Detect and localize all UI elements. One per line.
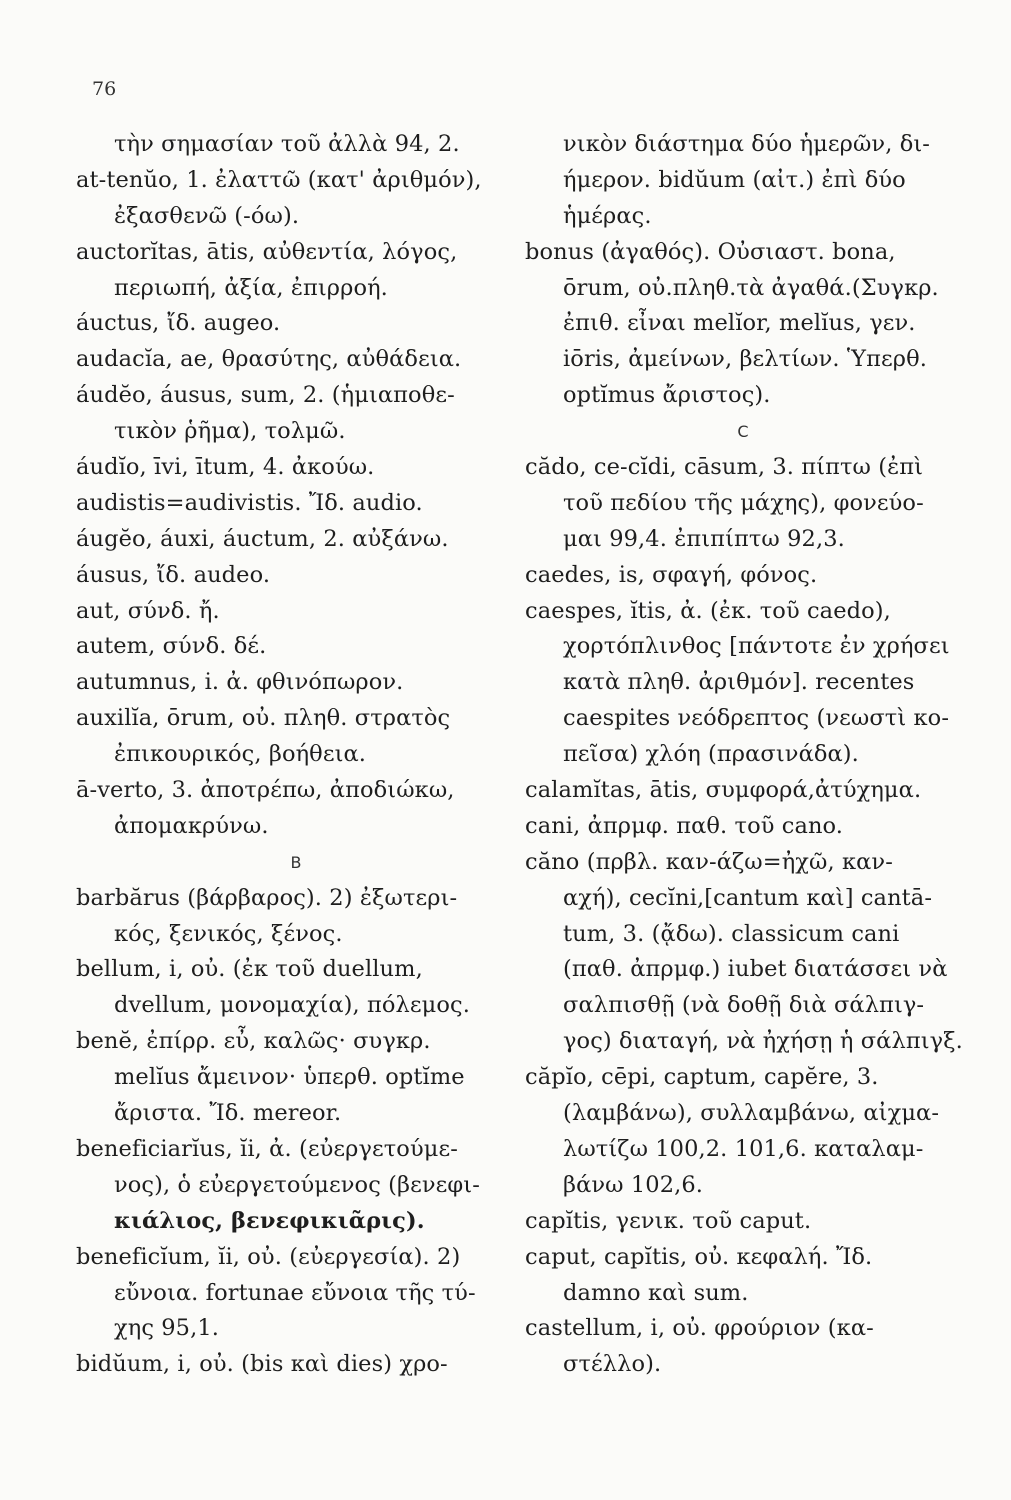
entry-continuation-line: optĭmus ἄριστος). [563,382,771,409]
entry-line: auxilĭa, ōrum, οὐ. πληθ. στρατὸς [76,705,451,732]
entry-line: bidŭum, i, οὐ. (bis καὶ dies) χρο- [76,1351,448,1378]
entry-line: benĕ, ἐπίρρ. εὖ, καλῶς· συγκρ. [76,1028,431,1055]
entry-continuation-line: κιάλιος, βενεφικιᾶρις). [114,1207,425,1234]
entry-continuation-line: damno καὶ sum. [563,1279,749,1306]
entry-line: audacĭa, ae, θρασύτης, αὐθάδεια. [76,346,462,373]
entry-continuation-line: εὔνοια. fortunae εὔνοια τῆς τύ- [114,1279,476,1306]
entry-continuation-line: σαλπισθῇ (νὰ δοθῇ διὰ σάλπιγ- [563,992,925,1019]
entry-line: áudĕo, áusus, sum, 2. (ἡμιαποθε- [76,382,455,409]
entry-continuation-line: λωτίζω 100,2. 101,6. καταλαμ- [563,1135,924,1162]
entry-continuation-line: αχή), cecĭni,[cantum καὶ] cantā- [563,884,933,911]
entry-line: aut, σύνδ. ἤ. [76,597,220,624]
section-letter: B [290,852,302,872]
entry-continuation-line: γος) διαταγή, νὰ ἠχήσῃ ἡ σάλπιγξ. [563,1028,963,1055]
entry-continuation-line: ōrum, οὐ.πληθ.τὰ ἀγαθά.(Συγκρ. [563,274,939,301]
entry-line: caespes, ĭtis, ἀ. (ἐκ. τοῦ caedo), [525,597,891,624]
entry-line: audistis=audivistis. Ἴδ. audio. [76,489,423,516]
entry-line: áugĕo, áuxi, áuctum, 2. αὐξάνω. [76,525,449,552]
entry-continuation-line: στέλλο). [563,1351,662,1378]
entry-continuation-line: iōris, ἀμείνων, βελτίων. Ὑπερθ. [563,346,927,373]
entry-line: căno (πρβλ. καν-άζω=ἠχῶ, καν- [525,848,893,875]
entry-line: autem, σύνδ. δέ. [76,633,267,660]
entry-line: beneficĭum, ĭi, οὐ. (εὐεργεσία). 2) [76,1243,461,1270]
entry-line: cădo, ce-cĭdi, cāsum, 3. πίπτω (ἐπὶ [525,454,924,481]
entry-continuation-line: ἄριστα. Ἴδ. mereor. [114,1100,342,1127]
entry-line: căpĭo, cēpi, captum, capĕre, 3. [525,1064,879,1091]
entry-line: auctorĭtas, ātis, αὐθεντία, λόγος, [76,238,458,265]
entry-continuation-line: melĭus ἄμεινον· ὑπερθ. optĭme [114,1064,465,1091]
entry-line: caedes, is, σφαγή, φόνος. [525,561,818,588]
entry-line: at-tenŭo, 1. ἐλαττῶ (κατ' ἀριθμόν), [76,166,482,193]
entry-continuation-line: ἐπικουρικός, βοήθεια. [114,741,367,768]
entry-continuation-line: περιωπή, ἀξία, ἐπιρροή. [114,274,388,301]
entry-line: caput, capĭtis, οὐ. κεφαλή. Ἴδ. [525,1243,873,1270]
entry-continuation-line: τὴν σημασίαν τοῦ ἀλλὰ 94, 2. [114,131,460,157]
entry-line: áudĭo, īvi, ītum, 4. ἀκούω. [76,454,375,481]
entry-line: áuctus, ἴδ. augeo. [76,310,281,337]
entry-line: bellum, i, οὐ. (ἐκ τοῦ duellum, [76,956,423,983]
entry-continuation-line: νος), ὁ εὐεργετούμενος (βενεφι- [114,1171,480,1198]
entry-continuation-line: dvellum, μονομαχία), πόλεμος. [114,992,470,1019]
entry-continuation-line: tum, 3. (ᾄδω). classicum cani [563,920,900,947]
entry-line: bonus (ἀγαθός). Οὐσιαστ. bona, [525,238,896,265]
entry-continuation-line: (λαμβάνω), συλλαμβάνω, αἰχμα- [563,1100,940,1127]
entry-continuation-line: κατὰ πληθ. ἀριθμόν]. recentes [563,669,915,696]
entry-continuation-line: (παθ. ἀπρμφ.) iubet διατάσσει νὰ [563,956,948,983]
entry-continuation-line: χης 95,1. [114,1315,220,1342]
entry-continuation-line: ἀπομακρύνω. [114,812,269,839]
entry-continuation-line: ήμερον. bidŭum (αἰτ.) ἐπὶ δύο [563,166,906,193]
entry-continuation-line: τοῦ πεδίου τῆς μάχης), φονεύο- [563,489,924,516]
entry-continuation-line: κός, ξενικός, ξένος. [114,920,343,947]
entry-line: castellum, i, οὐ. φρούριον (κα- [525,1315,874,1342]
entry-line: cani, ἀπρμφ. παθ. τοῦ cano. [525,812,844,839]
entry-continuation-line: ἡμέρας. [563,202,652,229]
entry-continuation-line: τικὸν ῥῆμα), τολμῶ. [114,418,346,445]
entry-continuation-line: ἐπιθ. εἶναι melĭor, melĭus, γεν. [563,310,916,337]
entry-line: ā-verto, 3. ἀποτρέπω, ἀποδιώκω, [76,777,455,804]
entry-continuation-line: μαι 99,4. ἐπιπίπτω 92,3. [563,525,845,552]
entry-continuation-line: νικὸν διάστημα δύο ἡμερῶν, δι- [563,131,930,157]
entry-continuation-line: πεῖσα) χλόη (πρασινάδα). [563,741,859,768]
entry-line: calamĭtas, ātis, συμφορά,ἀτύχημα. [525,777,922,804]
entry-line: beneficiarĭus, ĭi, ἀ. (εὐεργετούμε- [76,1135,458,1162]
page-number: 76 [92,78,117,100]
entry-line: capĭtis, γενικ. τοῦ caput. [525,1207,812,1234]
right-column [525,127,961,1383]
left-column [76,127,516,1383]
entry-continuation-line: caespites νεόδρεπτος (νεωστὶ κο- [563,705,950,732]
entry-line: autumnus, i. ἀ. φθινόπωρον. [76,669,404,696]
entry-continuation-line: βάνω 102,6. [563,1171,704,1198]
entry-continuation-line: χορτόπλινθος [πάντοτε ἐν χρήσει [563,633,950,660]
section-letter: C [737,422,749,442]
entry-line: barbărus (βάρβαρος). 2) ἐξωτερι- [76,884,458,911]
entry-line: áusus, ἴδ. audeo. [76,561,271,588]
entry-continuation-line: ἐξασθενῶ (-όω). [114,202,300,229]
